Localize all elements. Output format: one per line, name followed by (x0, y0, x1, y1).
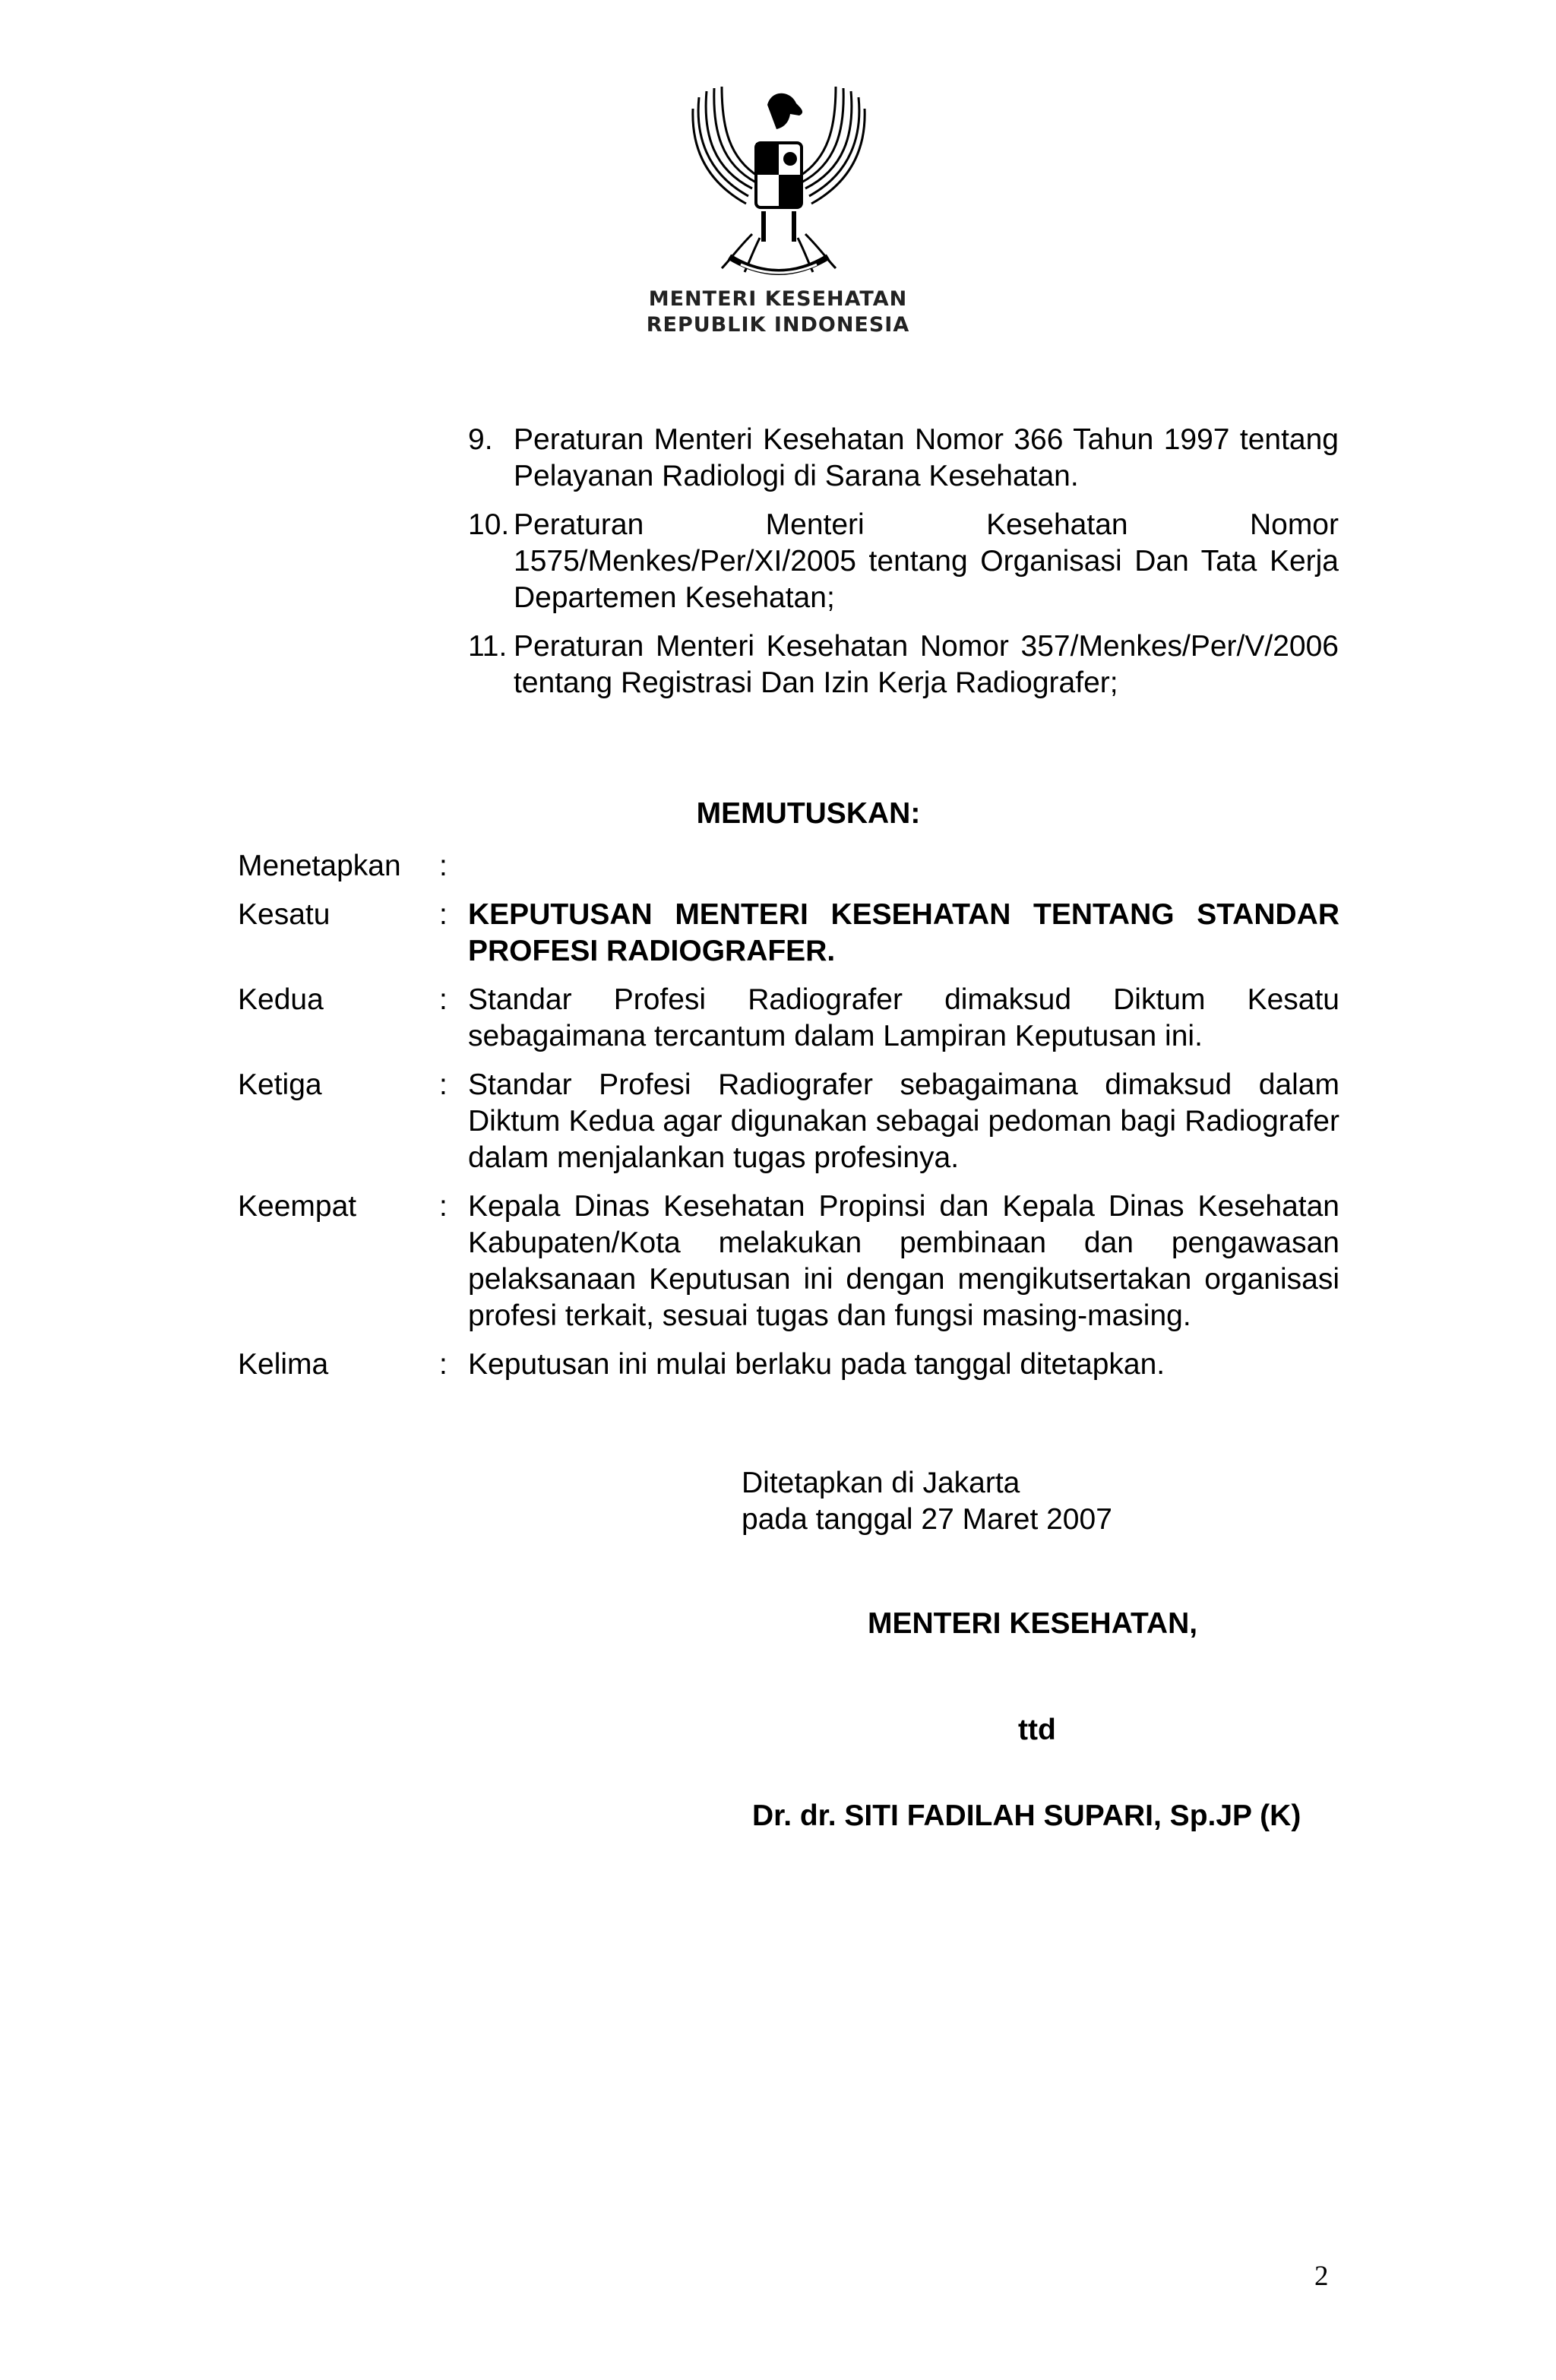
signatory-name: Dr. dr. SITI FADILAH SUPARI, Sp.JP (K) (752, 1799, 1301, 1832)
decree-label: Ketiga (238, 1068, 322, 1101)
ministry-title: MENTERI KESEHATAN (648, 287, 908, 311)
decree-row-ketiga (238, 1067, 1339, 1176)
decree-label: Kedua (238, 983, 324, 1016)
item-number: 10. (468, 508, 510, 541)
decree-text (468, 848, 1339, 885)
signature-ttd: ttd (1018, 1714, 1056, 1746)
decree-colon: : (439, 898, 448, 931)
decree-row-keempat (238, 1188, 1339, 1334)
decree-colon: : (439, 1348, 448, 1381)
item-number: 11. (468, 630, 508, 663)
decision-heading: MEMUTUSKAN: (696, 797, 921, 830)
decree-colon: : (439, 1190, 448, 1223)
decree-row-kedua (238, 982, 1339, 1055)
decree-text: KEPUTUSAN MENTERI KESEHATAN TENTANG STANDAR PROFESI RADIOGRAFER. (468, 898, 1339, 967)
item-text: Peraturan Menteri Kesehatan Nomor 357/Menkes/Per/V/2006 tentang Registrasi Dan Izin Kerja Radiografer; (514, 630, 1339, 699)
item-text: Peraturan Menteri Kesehatan Nomor 366 Tahun 1997 tentang Pelayanan Radiologi di Sarana Kesehatan. (514, 423, 1339, 492)
decree-row-kelima (238, 1347, 1339, 1383)
decree-text: Keputusan ini mulai berlaku pada tanggal ditetapkan. (468, 1348, 1165, 1381)
decree-text: Standar Profesi Radiografer dimaksud Diktum Kesatu sebagaimana tercantum dalam Lampiran Keputusan ini. (468, 983, 1339, 1052)
decree-colon: : (439, 983, 448, 1016)
decree-label: Kelima (238, 1348, 329, 1381)
decree-label: Menetapkan (238, 850, 401, 882)
item-number: 9. (468, 423, 493, 456)
decree-text: Kepala Dinas Kesehatan Propinsi dan Kepala Dinas Kesehatan Kabupaten/Kota melakukan pembinaan dan pengawasan pelaksanaan Keputusan ini dengan mengikutsertakan organisasi profesi terkait, sesuai tugas dan fungsi masing-masing. (468, 1190, 1339, 1332)
list-item (468, 628, 1339, 701)
decree-section (238, 848, 1339, 1395)
item-text: Peraturan Menteri Kesehatan Nomor 1575/Menkes/Per/XI/2005 tentang Organisasi Dan Tata Kerja Departemen Kesehatan; (514, 508, 1339, 614)
signature-date: pada tanggal 27 Maret 2007 (742, 1503, 1112, 1536)
list-item (468, 422, 1339, 495)
page-number: 2 (1314, 2261, 1329, 2292)
decree-label: Kesatu (238, 898, 330, 931)
decree-colon: : (439, 1068, 448, 1101)
signature-title: MENTERI KESEHATAN, (868, 1607, 1198, 1640)
considerations-list (468, 422, 1339, 714)
list-item (468, 507, 1339, 616)
signature-place: Ditetapkan di Jakarta (742, 1467, 1020, 1499)
country-title: REPUBLIK INDONESIA (646, 313, 910, 337)
decree-row-kesatu (238, 897, 1339, 970)
decree-label: Keempat (238, 1190, 357, 1223)
decree-text: Standar Profesi Radiografer sebagaimana dimaksud dalam Diktum Kedua agar digunakan sebagai pedoman bagi Radiografer dalam menjalankan tugas profesinya. (468, 1068, 1339, 1174)
garuda-emblem-icon (676, 82, 881, 291)
decree-row-establish (238, 848, 1339, 885)
decree-colon: : (439, 850, 448, 882)
signature-place-date (742, 1465, 1112, 1538)
